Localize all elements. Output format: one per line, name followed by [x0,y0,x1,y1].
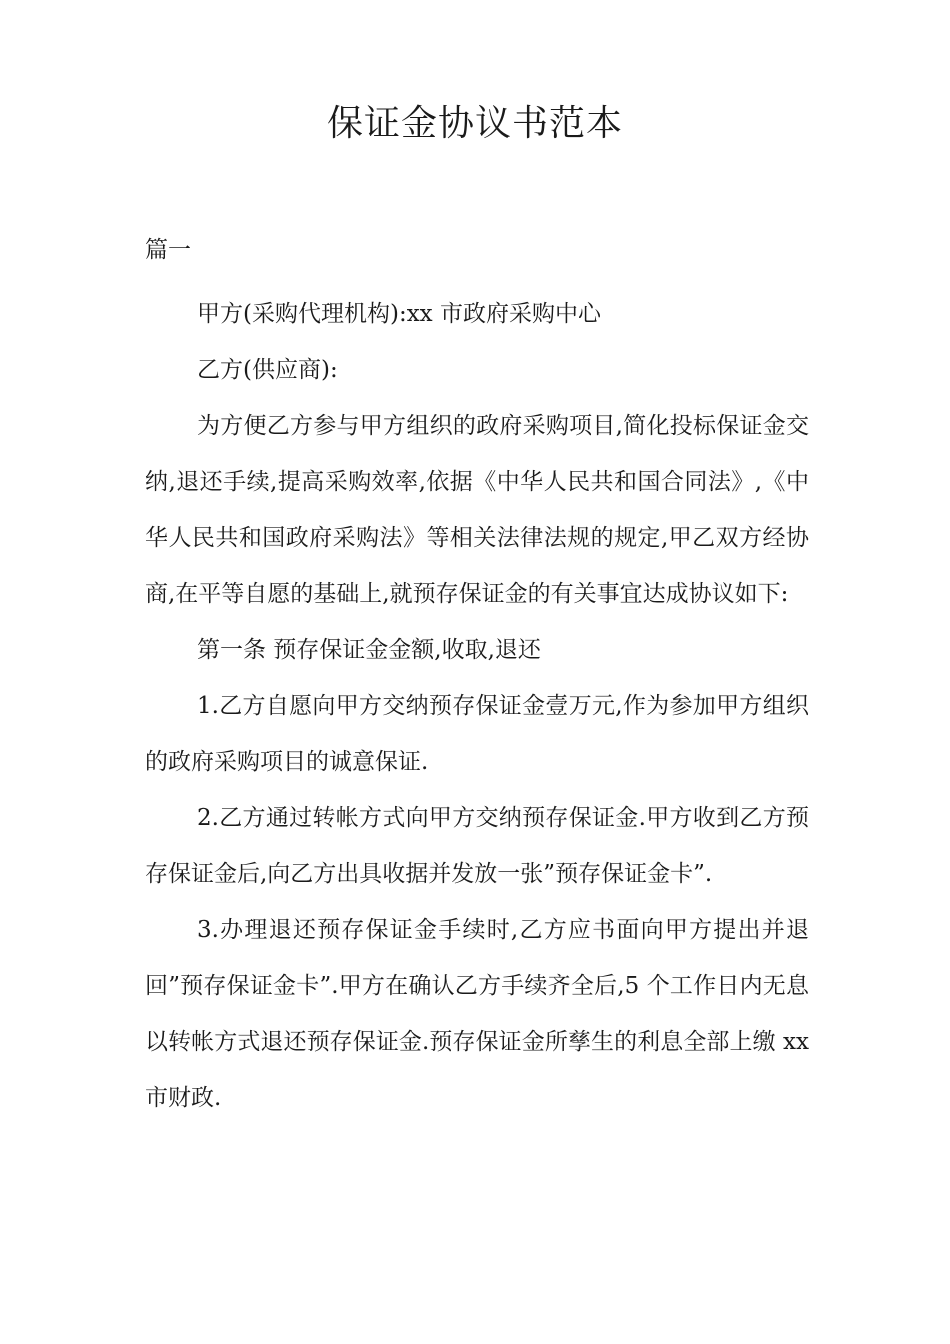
clause-3: 3.办理退还预存保证金手续时,乙方应书面向甲方提出并退回”预存保证金卡”.甲方在确认乙方手续齐全后,5 个工作日内无息以转帐方式退还预存保证金.预存保证金所孳生的利息全部上缴 xx 市财政. [145,917,809,1111]
article-heading: 第一条 预存保证金金额,收取,退还 [197,637,541,663]
party-a-line: 甲方(采购代理机构):xx 市政府采购中心 [197,301,601,327]
clause-2: 2.乙方通过转帐方式向甲方交纳预存保证金.甲方收到乙方预存保证金后,向乙方出具收据并发放一张”预存保证金卡”. [145,805,809,887]
section-label: 篇一 [145,237,191,263]
document-body [145,286,809,1126]
preamble-paragraph: 为方便乙方参与甲方组织的政府采购项目,简化投标保证金交纳,退还手续,提高采购效率,依据《中华人民共和国合同法》,《中华人民共和国政府采购法》等相关法律法规的规定,甲乙双方经协商,在平等自愿的基础上,就预存保证金的有关事宜达成协议如下: [145,413,809,607]
document-title: 保证金协议书范本 [326,103,623,144]
party-b-line: 乙方(供应商): [197,357,338,383]
clause-1: 1.乙方自愿向甲方交纳预存保证金壹万元,作为参加甲方组织的政府采购项目的诚意保证. [145,693,809,775]
